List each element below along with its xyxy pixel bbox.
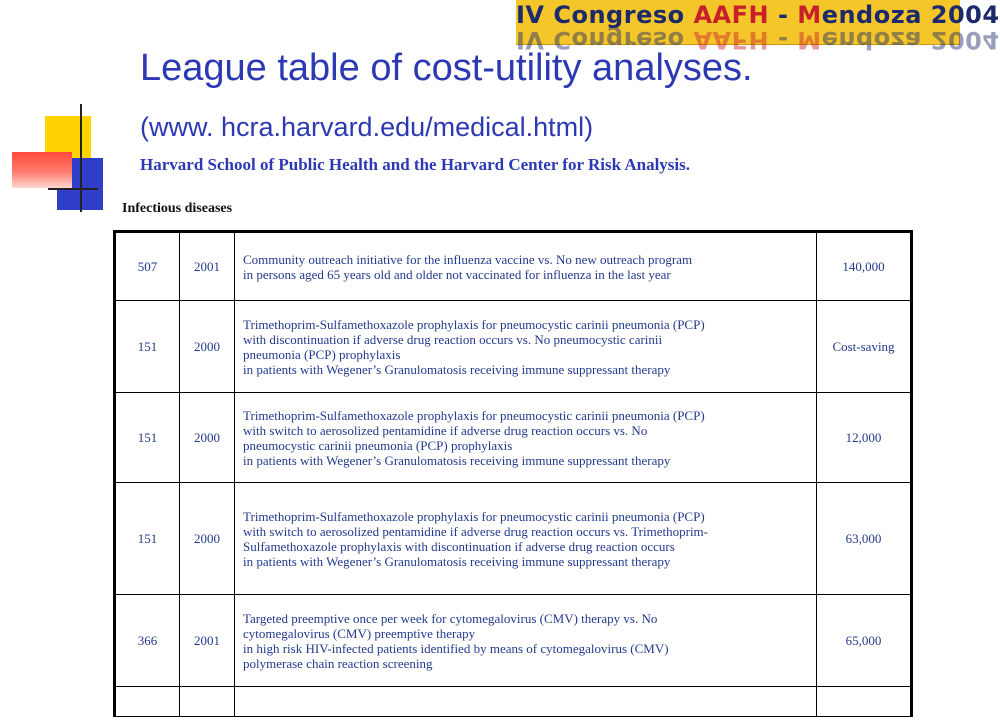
description-line: polymerase chain reaction screening <box>243 655 433 671</box>
cost-per-qaly-cell: 140,000 <box>817 232 912 301</box>
description-line: pneumonia (PCP) prophylaxis <box>243 346 401 362</box>
section-heading: Infectious diseases <box>122 201 233 216</box>
cost-per-qaly-cell: Cost-saving <box>817 301 912 393</box>
description-line: with switch to aerosolized pentamidine if adverse drug reaction occurs vs. Trimethoprim- <box>243 523 708 539</box>
slide-title: League table of cost-utility analyses. <box>140 47 753 89</box>
table-row-partial <box>115 687 912 717</box>
banner-title: IV Congreso AAFH - Mendoza 2004 <box>516 1 1000 29</box>
year-cell: 2000 <box>180 393 235 483</box>
cost-per-qaly-cell: 65,000 <box>817 595 912 687</box>
description-line: cytomegalovirus (CMV) preemptive therapy <box>243 625 476 641</box>
empty-cell <box>817 687 912 717</box>
table-row <box>115 232 912 301</box>
slide-source: Harvard School of Public Health and the Harvard Center for Risk Analysis. <box>140 155 691 174</box>
table-row <box>115 483 912 595</box>
empty-cell <box>180 687 235 717</box>
cost-per-qaly-cell: 63,000 <box>817 483 912 595</box>
description-line: Trimethoprim-Sulfamethoxazole prophylaxis for pneumocystic carinii pneumonia (PCP) <box>243 316 705 332</box>
description-line: with switch to aerosolized pentamidine if adverse drug reaction occurs vs. No <box>243 422 648 438</box>
intervention-description-cell <box>235 232 817 301</box>
slide-subtitle-url: (www. hcra.harvard.edu/medical.html) <box>140 112 594 142</box>
decor-horizontal-line <box>48 188 98 190</box>
description-line: with discontinuation if adverse drug reaction occurs vs. No pneumocystic carinii <box>243 331 663 347</box>
description-line: Trimethoprim-Sulfamethoxazole prophylaxis for pneumocystic carinii pneumonia (PCP) <box>243 407 705 423</box>
description-line: in patients with Wegener’s Granulomatosis receiving immune suppressant therapy <box>243 361 671 377</box>
year-cell: 2001 <box>180 232 235 301</box>
banner-reflection: IV Congreso AAFH - Mendoza 2004 <box>516 26 1000 54</box>
study-id-cell: 507 <box>115 232 180 301</box>
empty-cell <box>235 687 817 717</box>
empty-cell <box>115 687 180 717</box>
decor-red-square <box>12 152 72 188</box>
description-line: in patients with Wegener’s Granulomatosis receiving immune suppressant therapy <box>243 553 671 569</box>
study-id-cell: 151 <box>115 301 180 393</box>
intervention-description-cell <box>235 483 817 595</box>
description-line: Targeted preemptive once per week for cytomegalovirus (CMV) therapy vs. No <box>243 610 658 626</box>
table-row <box>115 393 912 483</box>
decor-vertical-line <box>80 104 82 212</box>
description-line: Sulfamethoxazole prophylaxis with discontinuation if adverse drug reaction occurs <box>243 538 675 554</box>
league-table-wrapper <box>113 230 913 720</box>
intervention-description-cell <box>235 595 817 687</box>
year-cell: 2000 <box>180 483 235 595</box>
league-table <box>113 230 913 717</box>
study-id-cell: 366 <box>115 595 180 687</box>
year-cell: 2000 <box>180 301 235 393</box>
description-line: in persons aged 65 years old and older not vaccinated for influenza in the last year <box>243 266 671 282</box>
conference-banner <box>516 0 1000 54</box>
description-line: Community outreach initiative for the influenza vaccine vs. No new outreach program <box>243 251 693 267</box>
description-line: in high risk HIV-infected patients identified by means of cytomegalovirus (CMV) <box>243 640 669 656</box>
year-cell: 2001 <box>180 595 235 687</box>
study-id-cell: 151 <box>115 393 180 483</box>
description-line: pneumocystic carinii pneumonia (PCP) prophylaxis <box>243 437 513 453</box>
intervention-description-cell <box>235 301 817 393</box>
study-id-cell: 151 <box>115 483 180 595</box>
table-row <box>115 301 912 393</box>
table-row <box>115 595 912 687</box>
description-line: Trimethoprim-Sulfamethoxazole prophylaxis for pneumocystic carinii pneumonia (PCP) <box>243 508 705 524</box>
description-line: in patients with Wegener’s Granulomatosis receiving immune suppressant therapy <box>243 452 671 468</box>
cost-per-qaly-cell: 12,000 <box>817 393 912 483</box>
intervention-description-cell <box>235 393 817 483</box>
